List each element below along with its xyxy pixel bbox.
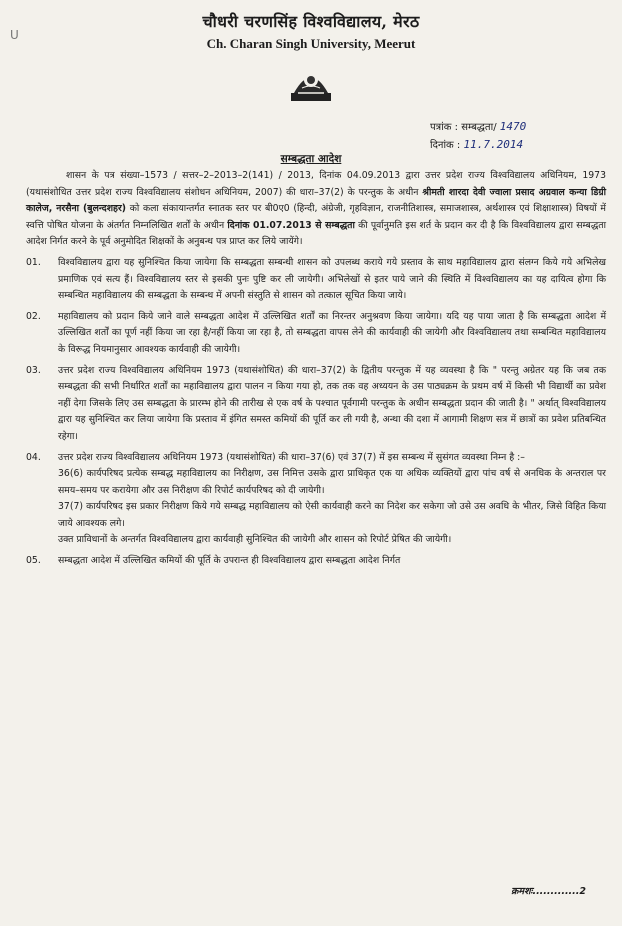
condition-number: 01. <box>26 256 41 268</box>
intro-paragraph <box>26 168 606 251</box>
sub-clause: 37(7) कार्यपरिषद इस प्रकार निरीक्षण किये गये सम्बद्ध महाविद्यालय को ऐसी कार्यवाही करने का निदेश कर सकेगा जो उसे उस अवधि के भीतर, जिसे विहित किया जाये आवश्यक लगे। <box>58 501 606 529</box>
condition-item <box>26 255 606 305</box>
condition-text: विश्वविद्यालय द्वारा यह सुनिश्चित किया जायेगा कि सम्बद्धता सम्बन्धी शासन को उपलब्ध कराये गये प्रस्ताव के साथ महाविद्यालय द्वारा संलग्न किये गये अभिलेख प्रमाणिक एवं सत्य हैं। विश्वविद्यालय स्तर से इसकी पुनः पुष्टि कर ली जायेगी। अभिलेखों से इतर पाये जाने की स्थिति में विश्वविद्यालय का यह दायित्व होगा कि सम्बन्धित महाविद्यालय की सम्बद्धता के सम्बन्ध में अपनी संस्तुति से शासन को तत्काल सूचित किया जाये। <box>58 256 606 302</box>
university-name-english: Ch. Charan Singh University, Meerut <box>206 36 416 51</box>
document-title: सम्बद्धता आदेश <box>280 153 342 165</box>
margin-mark: U <box>10 28 19 42</box>
condition-item <box>26 363 606 446</box>
letterhead <box>0 0 622 104</box>
condition-text: महाविद्यालय को प्रदान किये जाने वाले सम्बद्धता आदेश में उल्लिखित शर्तों का निरन्तर अनुश्रवण किया जायेगा। यदि यह पाया जाता है कि सम्बद्धता आदेश में उल्लिखित शर्तों का पूर्ण नहीं किया जा रहा है/नहीं किया जा रहा है, तो सम्बद्धता वापस लेने की कार्यवाही की जायेगी और विश्वविद्यालय तथा सम्बन्धित महाविद्यालय के विरूद्ध नियमानुसार आवश्यक कार्यवाही की जायेगी। <box>58 310 606 355</box>
condition-number: 04. <box>26 451 41 463</box>
letter-number-value: 1470 <box>499 120 527 133</box>
university-emblem-icon <box>288 60 334 104</box>
letter-number-row <box>430 118 526 136</box>
reference-block <box>430 118 526 154</box>
intro-text-c: को कला संकायान्तर्गत स्नातक स्तर पर बी0ए0 (हिन्दी, अंग्रेजी, गृहविज्ञान, राजनीतिशास्त्र, समाजशास्त्र, अर्थशास्त्र एवं शिक्षाशास्त्र) विषयों में स्वत्ति पोषित योजना के अंतर्गत निम्नलिखित शर्तों के अधीन <box>26 203 606 231</box>
condition-text: उत्तर प्रदेश राज्य विश्वविद्यालय अधिनियम 1973 (यथासंशोधित) की धारा–37(2) के द्वितीय परन्तुक में यह व्यवस्था है कि " परन्तु अग्रेतर यह कि जब तक सम्बद्धता की सभी निर्धारित शर्तों का महाविद्यालय द्वारा पालन न किया गया हो, तक तक वह अध्ययन के उस पाठ्यक्रम के प्रथम वर्ष में किसी भी विद्यार्थी का प्रवेश नहीं देगा जिसके लिए उस सम्बद्धता के प्रारम्भ होने की तारीख से एक वर्ष के पश्चात पूर्वगामी परन्तुक के अधीन सम्बद्धता प्रदान की जाती है। " अर्थात् विश्वविद्यालय द्वारा यह सुनिश्चित कर लिया जायेगा कि प्रस्ताव में इंगित समस्त कमियों की पूर्ति कर ली गयी है, अन्था की दशा में आगामी शिक्षण सत्र में छात्रों का प्रवेश प्रतिबन्धित रहेगा। <box>58 364 606 442</box>
university-name-hindi: चौधरी चरणसिंह विश्वविद्यालय, मेरठ <box>202 12 420 31</box>
affiliation-date: दिनांक 01.07.2013 से सम्बद्धता <box>227 219 355 231</box>
continued-note: क्रमशः.............2 <box>511 886 586 897</box>
condition-item <box>26 309 606 359</box>
sub-clause: उक्त प्राविधानों के अन्तर्गत विश्वविद्यालय द्वारा कार्यवाही सुनिश्चित की जायेगी और शासन को रिपोर्ट प्रेषित की जायेगी। <box>58 534 452 546</box>
condition-number: 02. <box>26 310 41 322</box>
letter-body <box>26 168 606 570</box>
condition-text: उत्तर प्रदेश राज्य विश्वविद्यालय अधिनियम 1973 (यथासंशोधित) की धारा–37(6) एवं 37(7) में इस सम्बन्ध में सुसंगत व्यवस्था निम्न है :– <box>58 451 525 463</box>
letter-date-value: 11.7.2014 <box>463 138 524 151</box>
letter-date-label: दिनांक : <box>430 140 461 151</box>
condition-item <box>26 553 606 570</box>
condition-number: 03. <box>26 364 41 376</box>
condition-number: 05. <box>26 555 41 567</box>
intro-text-a: शासन के पत्र संख्या–1573 / सत्तर–2–2013–2(141) / 2013, दिनांक 04.09.2013 द्वारा उत्तर प्रदेश राज्य विश्वविद्यालय अधिनियम, 1973 (यथासंशोधित उत्तर प्रदेश राज्य विश्वविद्यालय संशोधन अधिनियम, 2007) की धारा–37(2) के परन्तुक के अधीन <box>26 170 606 198</box>
college-name: श्रीमती शारदा देवी ज्वाला प्रसाद अग्रवाल कन्या डिग्री कालेज, नरसैना (बुलन्दशहर) <box>26 186 606 215</box>
sub-clause: 36(6) कार्यपरिषद प्रत्येक सम्बद्ध महाविद्यालय का निरीक्षण, उस निमित्त उसके द्वारा प्राधिकृत एक या अधिक व्यक्तियों द्वारा पांच वर्ष से अनधिक के अन्तराल पर समय–समय पर करायेगा और उस निरीक्षण की रिपोर्ट कार्यपरिषद को दी जायेगी। <box>58 468 606 496</box>
condition-item <box>26 450 606 550</box>
intro-text-e: की पूर्वानुमति इस शर्त के प्रदान कर दी है कि विश्वविद्यालय द्वारा सम्बद्धता आदेश निर्गत करने के पूर्व अनुमोदित शिक्षकों के अनुबन्ध पत्र प्राप्त कर लिये जायेंगे। <box>26 219 606 248</box>
condition-text: सम्बद्धता आदेश में उल्लिखित कमियों की पूर्ति के उपरान्त ही विश्वविद्यालय द्वारा सम्बद्धता आदेश निर्गत <box>58 555 401 567</box>
letter-number-label: पत्रांक : सम्बद्धता/ <box>430 122 497 133</box>
